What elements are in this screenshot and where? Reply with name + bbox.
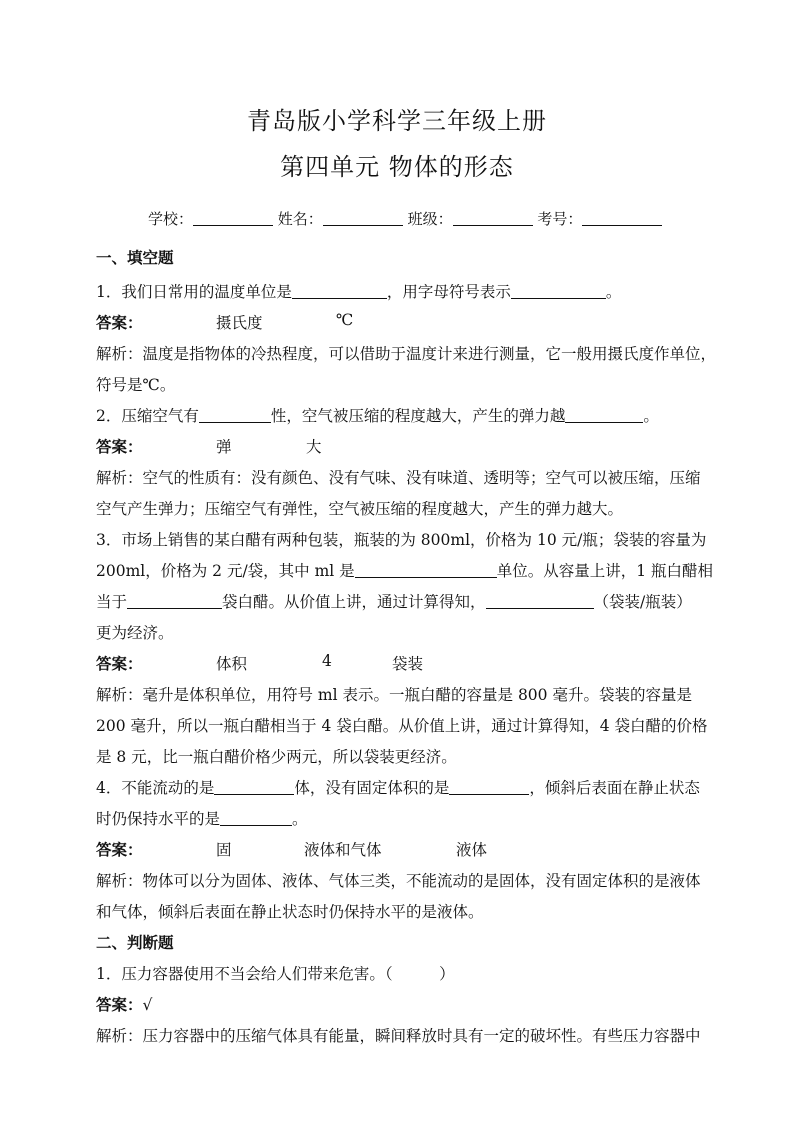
answer-2-value-2: 大 (306, 438, 322, 456)
question-1-text-c: 。 (605, 283, 622, 301)
explanation-2-line-2: 空气产生弹力；压缩空气有弹性，空气被压缩的程度越大，产生的弹力越大。 (96, 500, 624, 518)
explanation-3-line-2: 200 毫升，所以一瓶白醋相当于 4 袋白醋。从价值上讲，通过计算得知，4 袋白醋的价格 (96, 717, 708, 735)
explanation-3-line-3: 是 8 元，比一瓶白醋价格少两元，所以袋装更经济。 (96, 748, 457, 766)
question-4-text-b: 体，没有固定体积的是 (294, 779, 450, 797)
question-4-blank-1[interactable] (214, 778, 294, 795)
explanation-4-line-1: 解析：物体可以分为固体、液体、气体三类，不能流动的是固体，没有固定体积的是液体 (96, 872, 701, 890)
answer-4 (96, 838, 736, 860)
explanation-3-line-1: 解析：毫升是体积单位，用符号 ml 表示。一瓶白醋的容量是 800 毫升。袋装的容量是 (96, 686, 692, 704)
answer-label: 答案： (96, 995, 143, 1014)
class-blank[interactable] (453, 209, 533, 226)
question-3-text-c: 当于 (96, 593, 128, 611)
question-2-text-a: 2．压缩空气有 (96, 407, 199, 425)
school-label: 学校： (148, 210, 194, 228)
question-4-line-2 (96, 807, 736, 829)
question-3-blank-3[interactable] (486, 592, 594, 609)
answer-1-value-2: ℃ (336, 311, 354, 329)
question-4-line-1 (96, 776, 736, 798)
number-blank[interactable] (582, 209, 662, 226)
answer-3-value-3: 袋装 (392, 655, 424, 673)
question-3-line-3 (96, 590, 736, 612)
answer-label: 答案： (96, 313, 143, 332)
explanation-4-line-2: 和气体，倾斜后表面在静止状态时仍保持水平的是液体。 (96, 903, 484, 921)
answer-3-value-2: 4 (322, 652, 332, 670)
answer-label: 答案： (96, 437, 143, 456)
question-4-text-e: 。 (292, 810, 308, 828)
explanation-1-line-2: 符号是℃。 (96, 376, 176, 394)
name-label: 姓名： (277, 210, 323, 228)
judgement-question-1: 1．压力容器使用不当会给人们带来危害。（ ） (96, 965, 455, 983)
answer-4-value-2: 液体和气体 (304, 841, 382, 859)
answer-1-value-1: 摄氏度 (216, 314, 263, 332)
answer-1 (96, 311, 736, 333)
answer-4-value-3: 液体 (456, 841, 488, 859)
question-3-line-4: 更为经济。 (96, 624, 174, 642)
name-blank[interactable] (323, 209, 403, 226)
question-1-text-a: 1．我们日常用的温度单位是 (96, 283, 292, 301)
answer-2 (96, 435, 736, 457)
question-2-text-c: 。 (643, 407, 659, 425)
question-2-text-b: 性，空气被压缩的程度越大，产生的弹力越 (270, 407, 566, 425)
answer-4-value-1: 固 (216, 841, 232, 859)
judgement-answer-1-value: √ (142, 996, 153, 1014)
number-label: 考号： (537, 210, 583, 228)
answer-3-value-1: 体积 (216, 655, 248, 673)
question-3-text-b: 单位。从容量上讲，1 瓶白醋相 (496, 562, 713, 580)
answer-label: 答案： (96, 840, 143, 859)
document-title: 青岛版小学科学三年级上册 (247, 107, 547, 135)
question-1-text-b: ，用字母符号表示 (386, 283, 511, 301)
question-4-blank-3[interactable] (220, 809, 292, 826)
answer-2-value-1: 弹 (216, 438, 232, 456)
question-3-blank-1[interactable] (355, 561, 497, 578)
judgement-answer-1 (96, 993, 736, 1015)
question-3-line-1: 3．市场上销售的某白醋有两种包装，瓶装的为 800ml，价格为 10 元/瓶；袋装的容量为 (96, 531, 707, 549)
question-2-blank-2[interactable] (565, 406, 643, 423)
question-4-text-a: 4．不能流动的是 (96, 779, 215, 797)
explanation-2-line-1: 解析：空气的性质有：没有颜色、没有气味、没有味道、透明等；空气可以被压缩，压缩 (96, 469, 701, 487)
question-4-text-d: 时仍保持水平的是 (96, 810, 221, 828)
question-2 (96, 404, 736, 426)
question-3-line-2 (96, 559, 736, 581)
question-3-text-d: 袋白醋。从价值上讲，通过计算得知， (222, 593, 486, 611)
question-1 (96, 280, 736, 302)
section-heading-judgement: 二、判断题 (96, 933, 174, 952)
question-3-text-e: （袋装/瓶装） (593, 593, 692, 611)
document-subtitle: 第四单元 物体的形态 (280, 153, 514, 181)
section-heading-fill-blank: 一、填空题 (96, 248, 174, 267)
answer-label: 答案： (96, 654, 143, 673)
explanation-1-line-1: 解析：温度是指物体的冷热程度，可以借助于温度计来进行测量，它一般用摄氏度作单位， (96, 345, 717, 363)
answer-3 (96, 652, 736, 674)
school-blank[interactable] (193, 209, 273, 226)
judgement-explanation-1-line-1: 解析：压力容器中的压缩气体具有能量，瞬间释放时具有一定的破坏性。有些压力容器中 (96, 1027, 701, 1045)
question-4-text-c: ，倾斜后表面在静止状态 (529, 779, 700, 797)
question-2-blank-1[interactable] (199, 406, 271, 423)
question-1-blank-2[interactable] (511, 282, 606, 299)
question-1-blank-1[interactable] (292, 282, 387, 299)
class-label: 班级： (407, 210, 453, 228)
student-info-line (148, 208, 662, 229)
question-3-text-a: 200ml，价格为 2 元/袋，其中 ml 是 (96, 562, 355, 580)
question-4-blank-2[interactable] (449, 778, 529, 795)
question-3-blank-2[interactable] (127, 592, 222, 609)
